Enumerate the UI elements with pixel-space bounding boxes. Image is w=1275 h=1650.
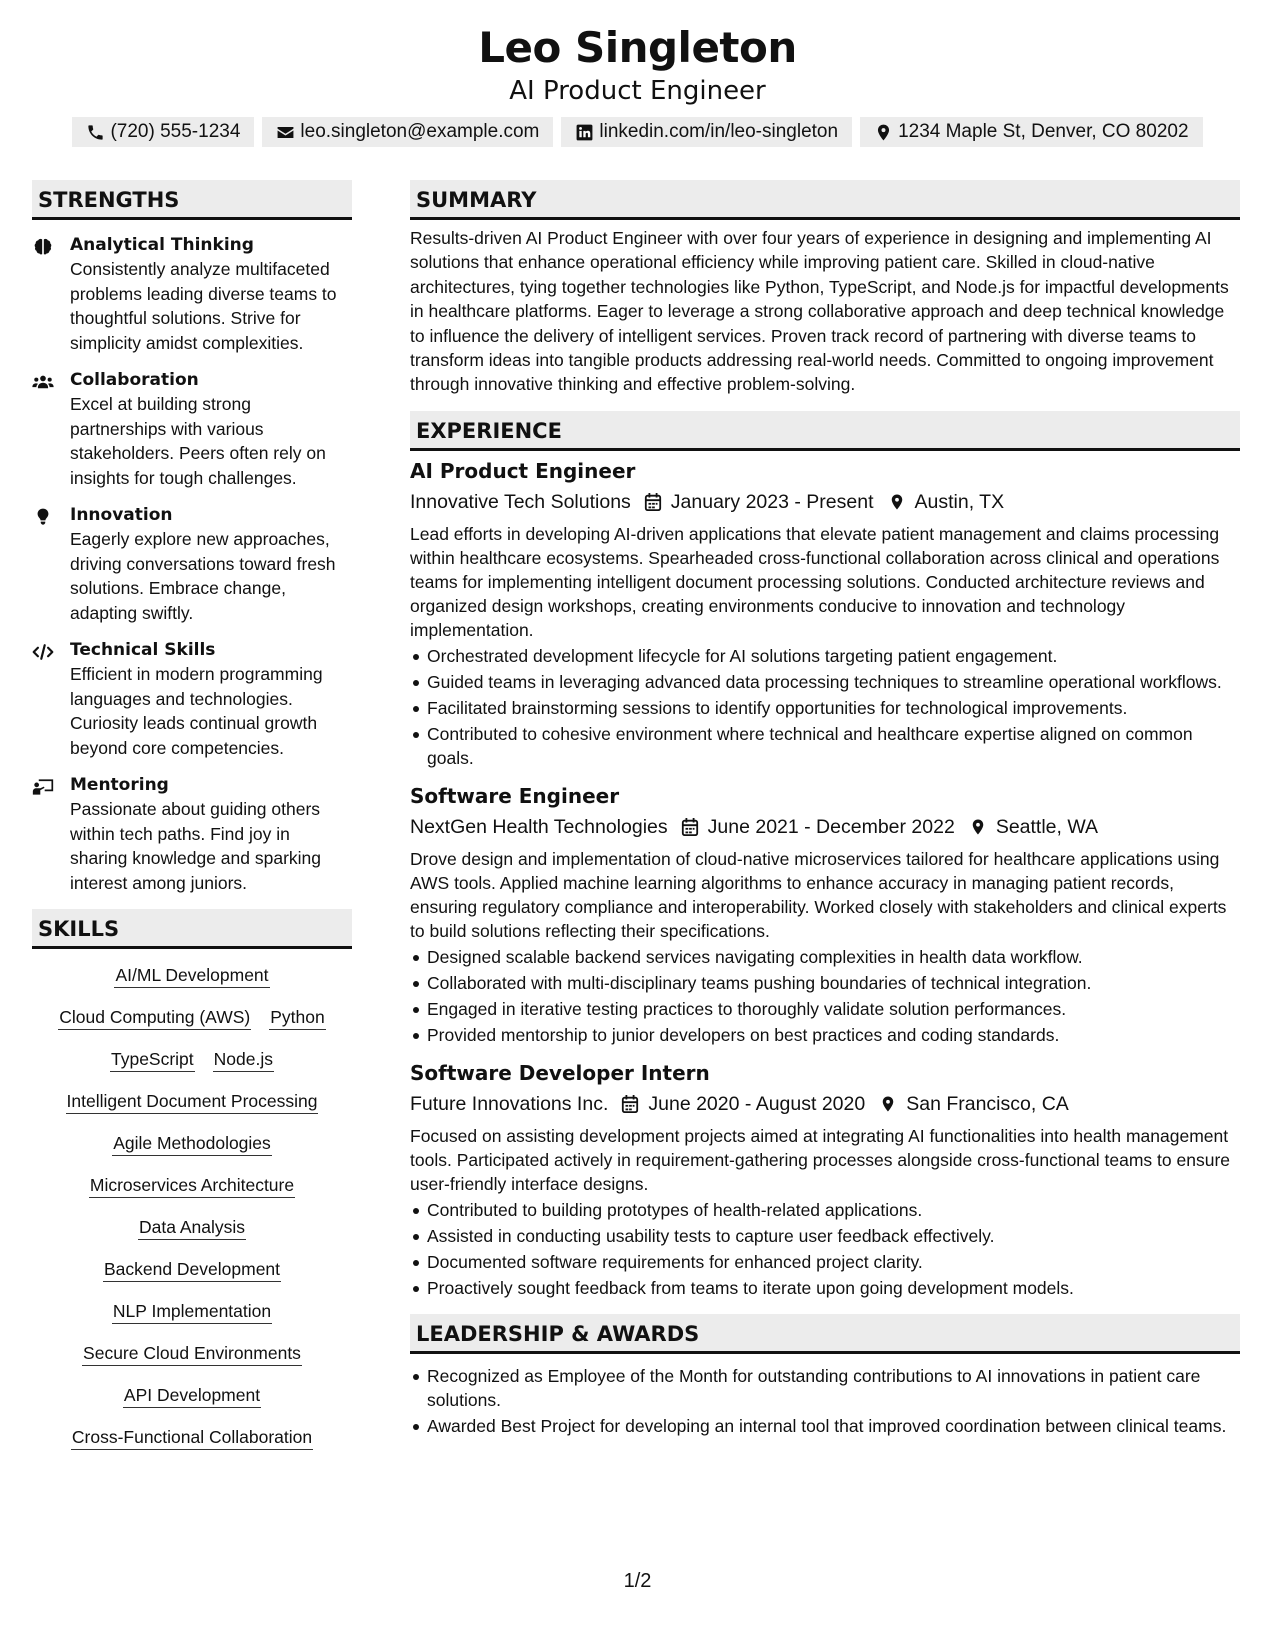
leadership-heading: LEADERSHIP & AWARDS [410,1314,1240,1354]
map-pin-icon [874,123,893,142]
job-bullet: Guided teams in leveraging advanced data processing techniques to streamline operational workflows. [410,670,1240,694]
job-bullet: Provided mentorship to junior developers on best practices and coding standards. [410,1023,1240,1047]
left-column [32,180,352,1467]
map-pin-icon [879,1094,897,1114]
job-meta [410,487,1240,517]
skills-heading: SKILLS [32,909,352,949]
chalkboard-teacher-icon [32,777,54,797]
leadership-section [410,1314,1240,1438]
strength-desc: Passionate about guiding others within tech paths. Find joy in sharing knowledge and sparking interest among juniors. [70,799,321,893]
contact-linkedin[interactable] [561,117,852,147]
lightbulb-icon [32,507,54,527]
job-title: Software Engineer [410,783,620,808]
map-pin-icon [888,492,906,512]
skills-section [32,909,352,1450]
candidate-title: AI Product Engineer [509,76,766,106]
job-meta [410,1089,1240,1119]
map-pin-icon [969,817,987,837]
job-bullets [410,644,1240,770]
skill-tag: AI/ML Development [114,963,269,988]
page-number: 1/2 [623,1570,652,1592]
calendar-icon [621,1094,639,1114]
skill-tag: Agile Methodologies [112,1131,272,1156]
skill-tag: API Development [123,1383,261,1408]
job-bullet: Engaged in iterative testing practices to thoroughly validate solution performances. [410,997,1240,1021]
contact-bar [0,117,1275,147]
summary-text: Results-driven AI Product Engineer with over four years of experience in designing and implementing AI solutions that enhance operational efficiency while improving patient care. Skilled in cloud-native architectures, tying together technologies like Python, TypeScript, and Node.js for impactful developments in healthcare platforms. Eager to leverage a strong collaborative approach and deep technical knowledge to influence the delivery of intelligent services. Proven track record of partnering with diverse teams to transform ideas into tangible products addressing real-world needs. Committed to ongoing improvement through innovative thinking and effective problem-solving. [410,228,1229,395]
job-description: Drove design and implementation of cloud-native microservices tailored for healthcare applications using AWS tools. Applied machine learning algorithms to enhance accuracy in managing patient records, ensuring regulatory compliance and interoperability. Worked closely with stakeholders and clinical experts to build solutions reflecting their specifications. [410,848,1227,941]
contact-email-text: leo.singleton@example.com [300,121,540,142]
right-column [410,180,1240,1467]
phone-icon [86,123,105,142]
experience-heading: EXPERIENCE [410,411,1240,451]
job-location: Austin, TX [914,490,1005,513]
strength-item [32,774,352,895]
calendar-icon [644,492,662,512]
job-company: NextGen Health Technologies [410,815,668,838]
job-description: Focused on assisting development projects aimed at integrating AI functionalities into health management tools. Participated actively in requirement-gathering processes alongside cross-functional teams to ensure user-friendly interface designs. [410,1125,1231,1194]
skill-tag: Secure Cloud Environments [82,1341,302,1366]
job-dates: June 2020 - August 2020 [648,1092,866,1115]
job-description: Lead efforts in developing AI-driven applications that elevate patient management and claims processing within healthcare ecosystems. Spearheaded cross-functional collaboration across clinical and operations teams for implementing intelligent document processing solutions. Conducted architecture reviews and organized design workshops, creating environments conducive to innovation and technology implementation. [410,523,1220,640]
skill-tag: Data Analysis [138,1215,246,1240]
job-bullet: Assisted in conducting usability tests to capture user feedback effectively. [410,1224,1240,1248]
contact-phone[interactable] [72,117,254,147]
job-bullet: Documented software requirements for enhanced project clarity. [410,1250,1240,1274]
skill-tag: Backend Development [103,1257,281,1282]
job-company: Innovative Tech Solutions [410,490,631,513]
job-title: Software Developer Intern [410,1060,710,1085]
job-dates: January 2023 - Present [670,490,874,513]
job-bullet: Contributed to building prototypes of health-related applications. [410,1198,1240,1222]
strength-title: Technical Skills [70,640,216,660]
skills-list [32,949,352,1450]
job-meta [410,812,1240,842]
strengths-list [32,220,352,895]
job-bullets [410,1198,1240,1300]
summary-heading: SUMMARY [410,180,1240,220]
job-title: AI Product Engineer [410,458,636,483]
job-company: Future Innovations Inc. [410,1092,609,1115]
resume-header [0,0,1275,147]
contact-address [860,117,1202,147]
calendar-icon [681,817,699,837]
strength-title: Mentoring [70,775,169,795]
strength-item [32,234,352,355]
leadership-bullet: Awarded Best Project for developing an internal tool that improved coordination between clinical teams. [410,1414,1240,1438]
linkedin-icon [575,123,594,142]
job-bullet: Facilitated brainstorming sessions to identify opportunities for technological improvements. [410,696,1240,720]
job-bullet: Collaborated with multi-disciplinary teams pushing boundaries of technical integration. [410,971,1240,995]
job-bullets [410,945,1240,1047]
job-entry [410,1059,1240,1300]
strength-item [32,639,352,760]
strength-desc: Eagerly explore new approaches, driving conversations toward fresh solutions. Embrace change, adapting swiftly. [70,529,336,623]
job-dates: June 2021 - December 2022 [707,815,955,838]
contact-linkedin-text: linkedin.com/in/leo-singleton [599,121,839,142]
strength-desc: Excel at building strong partnerships with various stakeholders. Peers often rely on insights for tough challenges. [70,394,326,488]
strengths-heading: STRENGTHS [32,180,352,220]
skill-tag: Cross-Functional Collaboration [71,1425,313,1450]
users-icon [32,372,54,392]
skill-tag: TypeScript [110,1047,195,1072]
contact-phone-text: (720) 555-1234 [110,121,241,142]
envelope-icon [276,123,295,142]
strength-item [32,369,352,490]
skill-tag: NLP Implementation [112,1299,272,1324]
strength-title: Collaboration [70,370,199,390]
brain-icon [32,237,54,257]
skill-tag: Python [269,1005,325,1030]
strength-title: Innovation [70,505,173,525]
strength-title: Analytical Thinking [70,235,254,255]
strength-desc: Efficient in modern programming languages and technologies. Curiosity leads continual growth beyond core competencies. [70,664,323,758]
leadership-bullet: Recognized as Employee of the Month for outstanding contributions to AI innovations in patient care solutions. [410,1364,1240,1412]
skill-tag: Node.js [213,1047,274,1072]
leadership-bullets [410,1364,1240,1438]
job-bullet: Contributed to cohesive environment where technical and healthcare expertise aligned on common goals. [410,722,1240,770]
contact-address-text: 1234 Maple St, Denver, CO 80202 [898,121,1189,142]
job-bullet: Orchestrated development lifecycle for AI solutions targeting patient engagement. [410,644,1240,668]
skill-tag: Intelligent Document Processing [66,1089,319,1114]
contact-email[interactable] [262,117,553,147]
skill-tag: Cloud Computing (AWS) [58,1005,251,1030]
strength-desc: Consistently analyze multifaceted problems leading diverse teams to thoughtful solutions. Strive for simplicity amidst complexities. [70,259,337,353]
job-location: Seattle, WA [995,815,1099,838]
job-entry [410,782,1240,1047]
strength-item [32,504,352,625]
skill-tag: Microservices Architecture [89,1173,295,1198]
job-entry [410,457,1240,770]
job-location: San Francisco, CA [906,1092,1069,1115]
experience-section [410,411,1240,1300]
code-icon [32,642,54,662]
resume-body [32,180,1243,1467]
job-bullet: Proactively sought feedback from teams to iterate upon going development models. [410,1276,1240,1300]
candidate-name: Leo Singleton [478,23,797,72]
job-bullet: Designed scalable backend services navigating complexities in health data workflow. [410,945,1240,969]
